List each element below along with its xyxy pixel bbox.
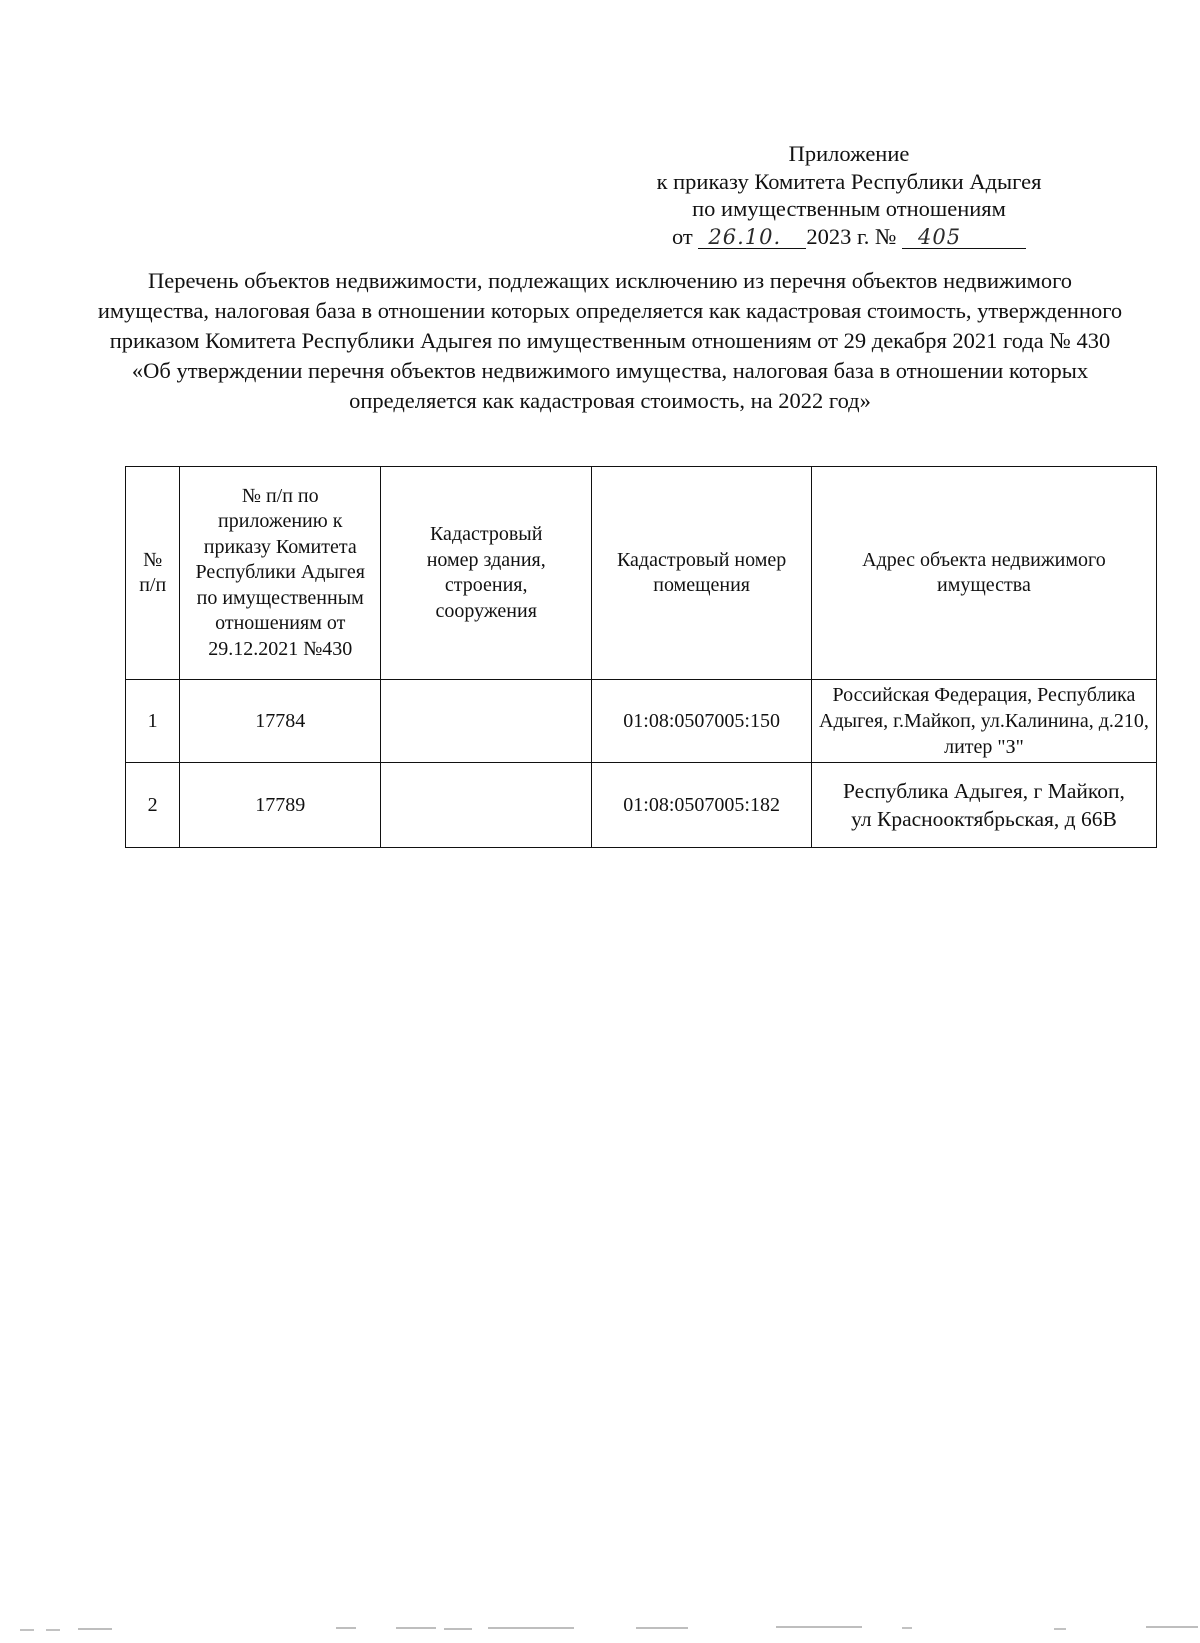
row-address: Российская Федерация, Республика Адыгея, г.Майкоп, ул.Калинина, д.210, литер "З": [811, 680, 1156, 763]
property-table: [125, 466, 1157, 848]
row-number: 2: [126, 763, 180, 848]
header-reference-number: № п/п по приложению к приказу Комитета Республики Адыгея по имущественным отношениям от 29.12.2021 №430: [180, 467, 381, 680]
row-building-cadastral: [381, 680, 592, 763]
document-title: Перечень объектов недвижимости, подлежащих исключению из перечня объектов недвижимого имущества, налоговая база в отношении которых определяется как кадастровая стоимость, утвержденного приказом Комитета Республики Адыгея по имущественным отношениям от 29 декабря 2021 года № 430 «Об утверждении перечня объектов недвижимого имущества, налоговая база в отношении которых определяется как кадастровая стоимость, на 2022 год»: [97, 268, 1123, 413]
table-row: [126, 680, 1157, 763]
scan-artifact-marks: [0, 1625, 1200, 1635]
year-label: 2023 г. №: [806, 223, 897, 249]
table-row: [126, 763, 1157, 848]
appendix-title: Приложение: [788, 141, 910, 166]
row-room-cadastral: 01:08:0507005:182: [592, 763, 812, 848]
row-room-cadastral: 01:08:0507005:150: [592, 680, 812, 763]
table-header-row: [126, 467, 1157, 680]
header-building-cadastral: Кадастровый номер здания, строения, сооружения: [381, 467, 592, 680]
row-address: Республика Адыгея, г Майкоп, ул Краснооктябрьская, д 66В: [811, 763, 1156, 848]
row-reference: 17789: [180, 763, 381, 848]
row-building-cadastral: [381, 763, 592, 848]
handwritten-number: 405: [918, 224, 962, 249]
appendix-header: [560, 140, 1138, 250]
appendix-committee-line: по имущественным отношениям: [692, 196, 1006, 221]
row-number: 1: [126, 680, 180, 763]
appendix-date-row: [560, 223, 1138, 251]
handwritten-date: 26.10.: [708, 224, 782, 249]
date-fill-line: [698, 226, 806, 249]
row-reference: 17784: [180, 680, 381, 763]
header-number: № п/п: [126, 467, 180, 680]
date-prefix: от: [671, 223, 693, 249]
number-fill-line: [902, 226, 1026, 249]
header-address: Адрес объекта недвижимого имущества: [811, 467, 1156, 680]
appendix-order-line: к приказу Комитета Республики Адыгея: [656, 168, 1042, 194]
header-room-cadastral: Кадастровый номер помещения: [592, 467, 812, 680]
